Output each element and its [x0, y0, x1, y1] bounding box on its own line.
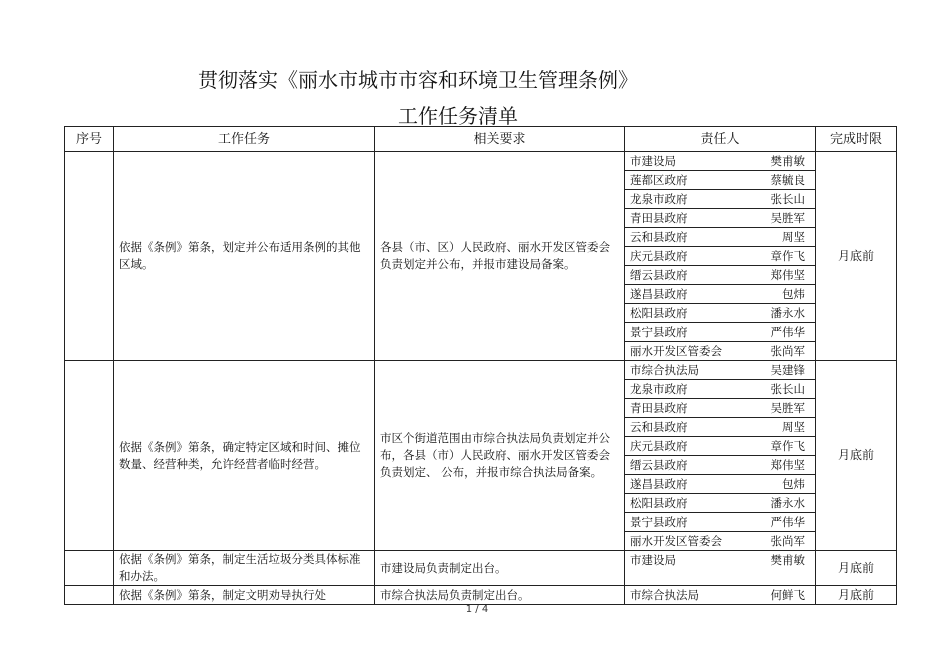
responsible-person: 周坚 [755, 418, 815, 437]
responsible-org: 莲都区政府 [625, 171, 755, 190]
row-index-cell [65, 152, 114, 361]
responsible-cell [625, 361, 816, 551]
table-row [65, 586, 897, 605]
task-table [64, 126, 897, 605]
responsible-person: 郑伟坚 [755, 266, 815, 285]
responsible-org: 庆元县政府 [625, 437, 755, 456]
responsible-entry [625, 551, 815, 569]
responsible-entry [625, 190, 815, 209]
task-cell: 依据《条例》第条，制定生活垃圾分类具体标准和办法。 [114, 551, 375, 586]
responsible-entry [625, 342, 815, 361]
header-index: 序号 [65, 127, 114, 152]
responsible-person: 郑伟坚 [755, 456, 815, 475]
header-requirement: 相关要求 [375, 127, 625, 152]
document-title: 贯彻落实《丽水市城市市容和环境卫生管理条例》 [198, 68, 638, 92]
responsible-org: 丽水开发区管委会 [630, 533, 722, 548]
responsible-org: 市建设局 [630, 552, 676, 567]
document-subtitle: 工作任务清单 [398, 104, 518, 128]
responsible-entry [625, 513, 815, 532]
responsible-entry [625, 437, 815, 456]
responsible-org: 市建设局 [625, 152, 755, 171]
deadline-cell: 月底前 [816, 551, 897, 586]
responsible-entry [625, 152, 815, 171]
task-table-viewport [64, 126, 896, 602]
task-cell: 依据《条例》第条，制定文明劝导执行处 [114, 586, 375, 605]
responsible-person: 吴胜军 [755, 209, 815, 228]
responsible-person: 章作飞 [755, 247, 815, 266]
responsible-person: 樊甫敏 [770, 552, 805, 567]
responsible-entry [625, 285, 815, 304]
responsible-entry [625, 456, 815, 475]
responsible-person: 严伟华 [755, 323, 815, 342]
header-deadline: 完成时限 [816, 127, 897, 152]
responsible-org: 市综合执法局 [630, 587, 699, 602]
table-body [65, 152, 897, 605]
table-row [65, 361, 897, 551]
responsible-person: 章作飞 [755, 437, 815, 456]
responsible-org: 庆元县政府 [625, 247, 755, 266]
responsible-org: 龙泉市政府 [625, 380, 755, 399]
responsible-person: 吴胜军 [755, 399, 815, 418]
responsible-person: 何鲜飞 [770, 587, 805, 602]
deadline-cell: 月底前 [816, 152, 897, 361]
responsible-person: 张尚军 [770, 343, 805, 358]
requirement-cell: 市建设局负责制定出台。 [375, 551, 625, 586]
responsible-person: 张尚军 [770, 533, 805, 548]
responsible-org: 景宁县政府 [625, 323, 755, 342]
responsible-org: 云和县政府 [625, 228, 755, 247]
table-row [65, 551, 897, 586]
table-row [65, 152, 897, 361]
responsible-list [625, 152, 815, 360]
responsible-entry [625, 380, 815, 399]
responsible-person: 樊甫敏 [755, 152, 815, 171]
responsible-org: 遂昌县政府 [625, 475, 755, 494]
responsible-entry [625, 171, 815, 190]
responsible-entry [625, 247, 815, 266]
responsible-org: 缙云县政府 [625, 456, 755, 475]
responsible-entry [625, 475, 815, 494]
requirement-cell: 各县（市、区）人民政府、丽水开发区管委会负责划定并公布，并报市建设局备案。 [375, 152, 625, 361]
responsible-org: 丽水开发区管委会 [630, 343, 722, 358]
responsible-entry [625, 361, 815, 380]
deadline-cell: 月底前 [816, 361, 897, 551]
responsible-org: 松阳县政府 [625, 494, 755, 513]
responsible-person: 包炜 [755, 475, 815, 494]
task-cell: 依据《条例》第条，确定特定区域和时间、摊位数量、经营种类，允许经营者临时经营。 [114, 361, 375, 551]
responsible-entry [625, 586, 815, 604]
responsible-list [625, 361, 815, 550]
responsible-org: 缙云县政府 [625, 266, 755, 285]
row-index-cell [65, 586, 114, 605]
responsible-list [625, 551, 815, 569]
table-header-row [65, 127, 897, 152]
header-task: 工作任务 [114, 127, 375, 152]
deadline-cell: 月底前 [816, 586, 897, 605]
responsible-entry [625, 228, 815, 247]
requirement-cell: 市区个街道范围由市综合执法局负责划定并公布，各县（市）人民政府、丽水开发区管委会负责划定、 公布，并报市综合执法局备案。 [375, 361, 625, 551]
responsible-person: 张长山 [755, 190, 815, 209]
row-index-cell [65, 361, 114, 551]
responsible-org: 龙泉市政府 [625, 190, 755, 209]
responsible-entry [625, 494, 815, 513]
responsible-person: 蔡毓良 [755, 171, 815, 190]
responsible-person: 周坚 [755, 228, 815, 247]
responsible-cell [625, 586, 816, 605]
responsible-person: 吴建锋 [755, 361, 815, 380]
responsible-person: 张长山 [755, 380, 815, 399]
requirement-cell: 市综合执法局负责制定出台。 [375, 586, 625, 605]
responsible-entry [625, 304, 815, 323]
page-number: 1 / 4 [465, 604, 489, 615]
responsible-person: 潘永水 [755, 304, 815, 323]
responsible-cell [625, 152, 816, 361]
responsible-org: 青田县政府 [625, 209, 755, 228]
task-cell: 依据《条例》第条，划定并公布适用条例的其他区域。 [114, 152, 375, 361]
responsible-org: 遂昌县政府 [625, 285, 755, 304]
responsible-person: 潘永水 [755, 494, 815, 513]
responsible-entry [625, 418, 815, 437]
responsible-person: 包炜 [755, 285, 815, 304]
responsible-entry [625, 532, 815, 551]
header-responsible: 责任人 [625, 127, 816, 152]
responsible-cell [625, 551, 816, 586]
responsible-entry [625, 399, 815, 418]
responsible-org: 云和县政府 [625, 418, 755, 437]
responsible-org: 景宁县政府 [625, 513, 755, 532]
responsible-org: 松阳县政府 [625, 304, 755, 323]
responsible-entry [625, 323, 815, 342]
row-index-cell [65, 551, 114, 586]
responsible-person: 严伟华 [755, 513, 815, 532]
responsible-org: 青田县政府 [625, 399, 755, 418]
responsible-list [625, 586, 815, 604]
responsible-entry [625, 266, 815, 285]
responsible-entry [625, 209, 815, 228]
responsible-org: 市综合执法局 [625, 361, 755, 380]
